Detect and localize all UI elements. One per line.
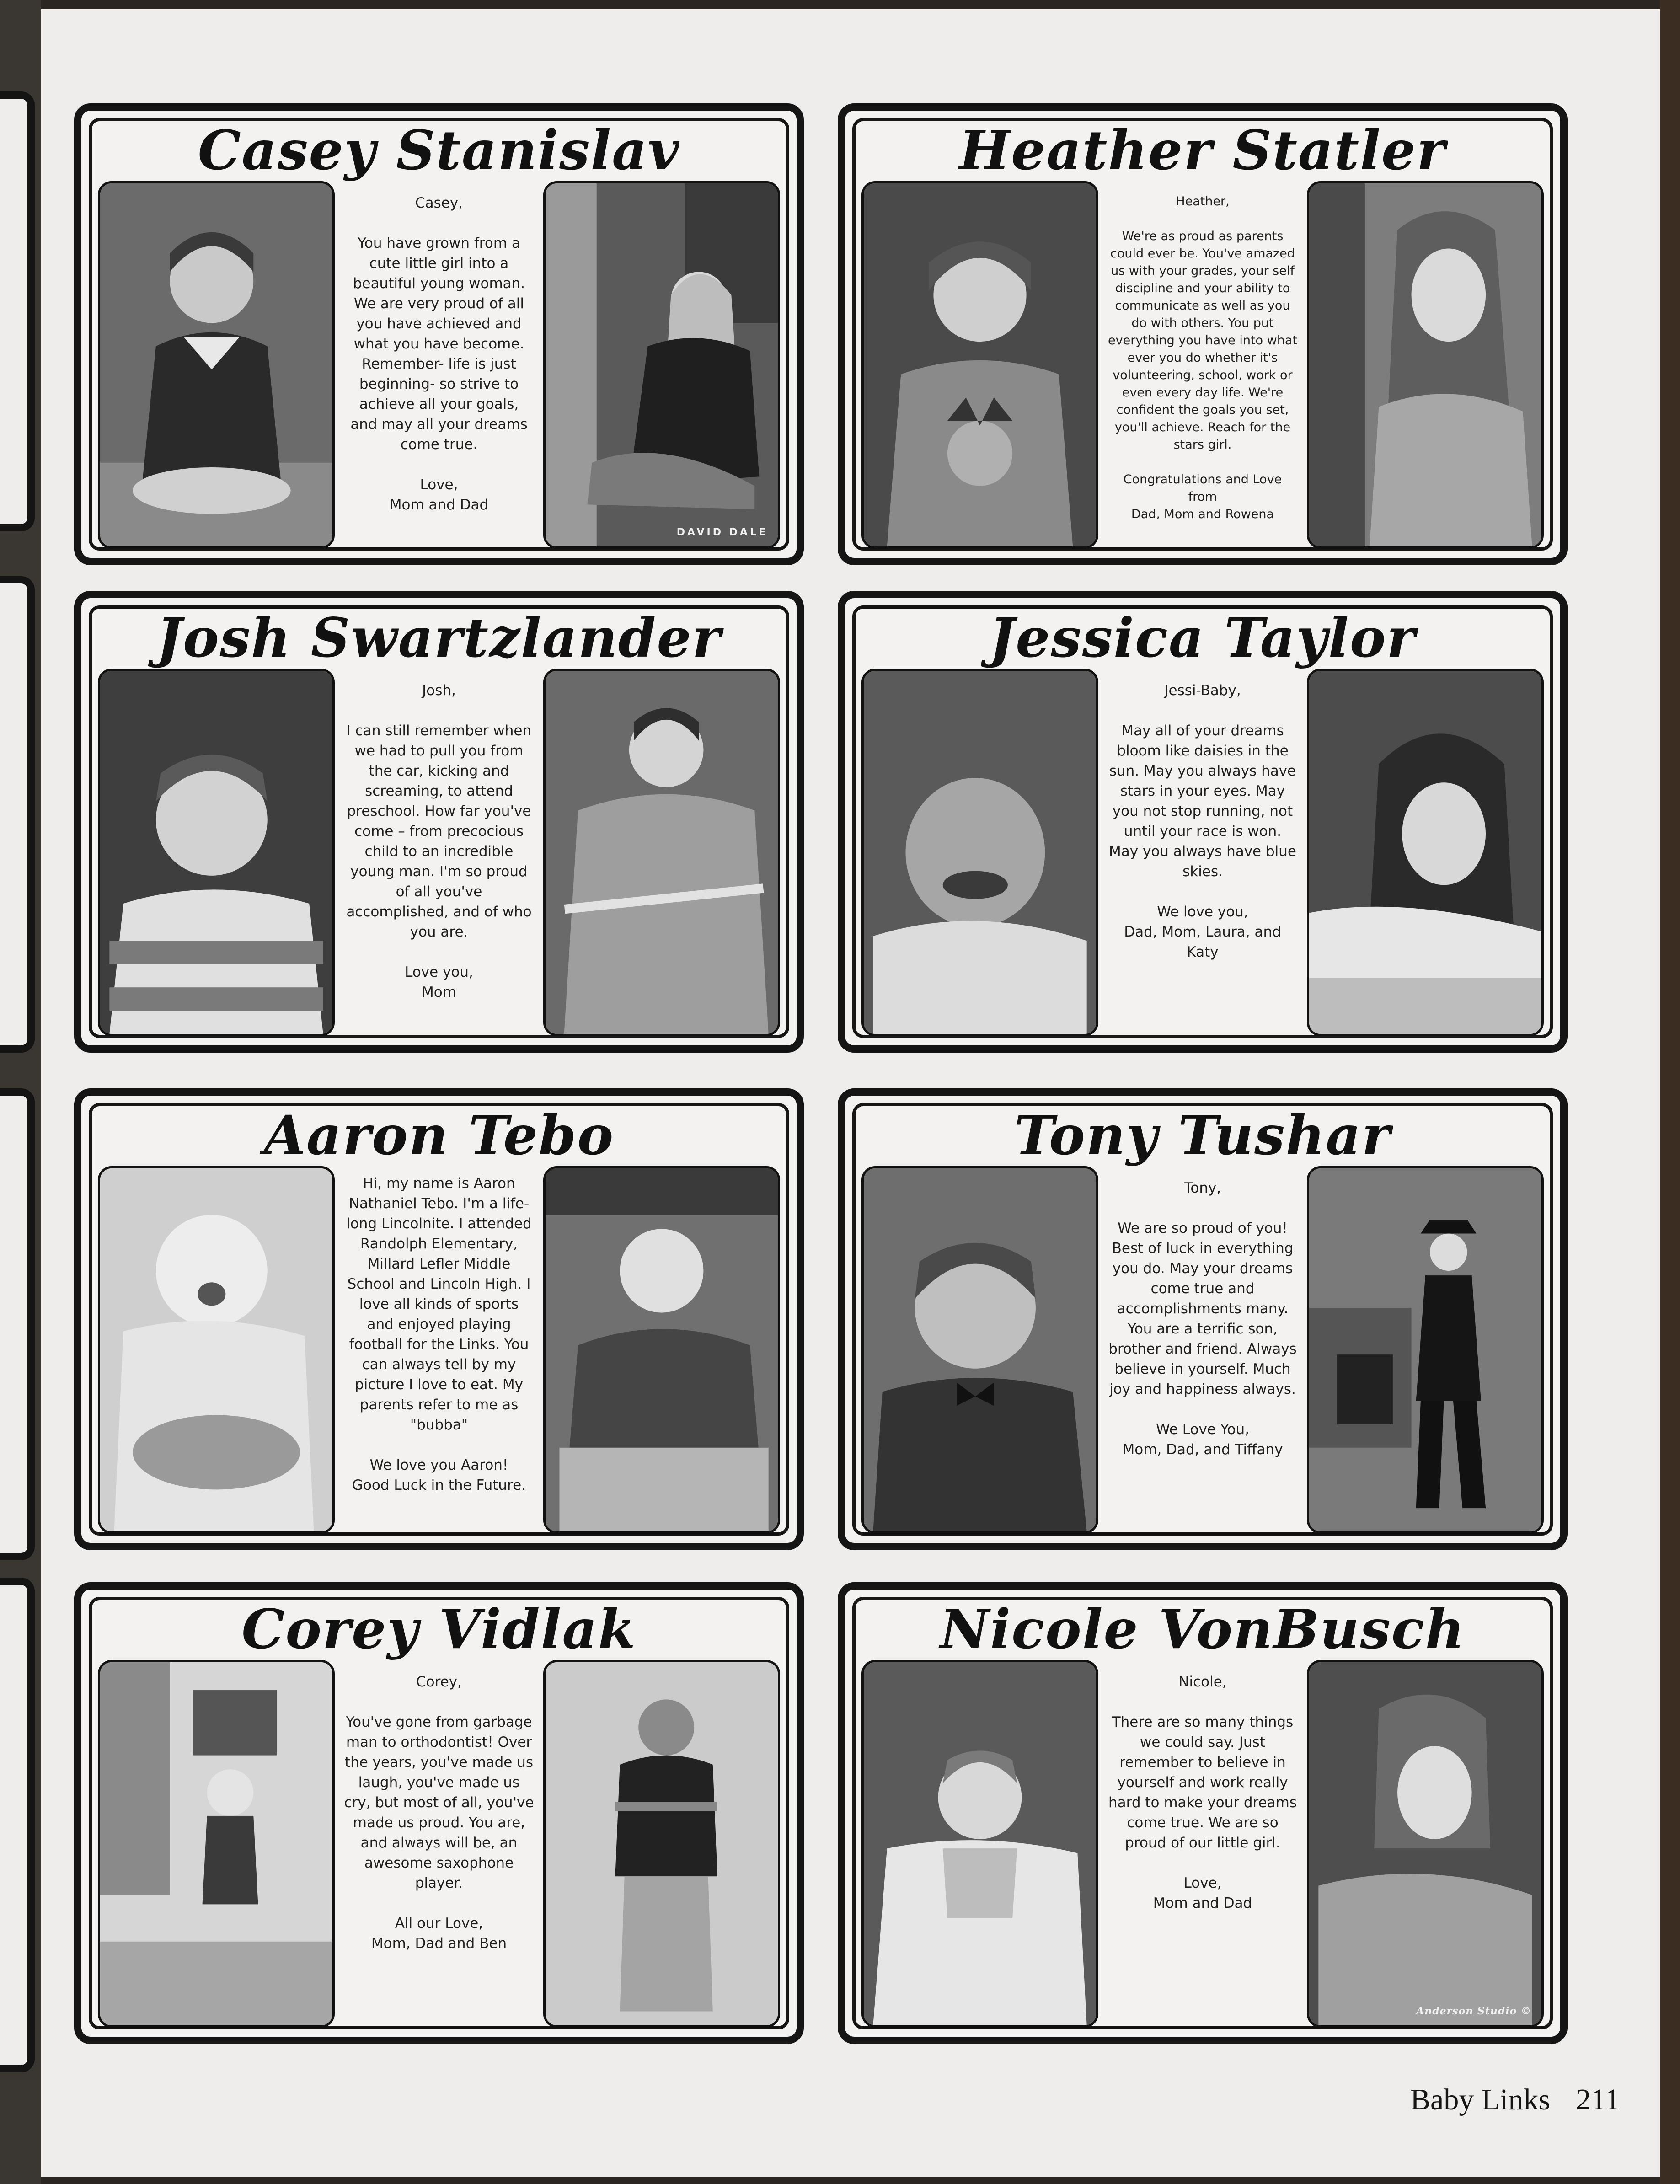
senior-photo xyxy=(1307,181,1544,549)
message-signature: Mom xyxy=(422,984,456,1001)
message-greeting: Tony, xyxy=(1184,1180,1221,1196)
senior-tribute-card xyxy=(838,1088,1568,1550)
message-body: Hi, my name is Aaron Nathaniel Tebo. I'm a life-long Lincolnite. I attended Randolph Elementary, Millard Lefler Middle School and Lincoln High. I love all kinds of sports and enjoyed playing football for the Links. You can always tell by my picture I love to eat. My parents refer to me as "bubba" xyxy=(346,1175,532,1433)
student-name: Casey Stanislav xyxy=(198,118,680,182)
student-name: Corey Vidlak xyxy=(241,1597,637,1661)
child-photo xyxy=(98,1660,335,2028)
message-closing: Love you, xyxy=(405,964,473,980)
child-photo xyxy=(98,181,335,549)
student-name: Tony Tushar xyxy=(1014,1103,1391,1167)
parent-message xyxy=(344,680,534,1027)
message-greeting: Jessi-Baby, xyxy=(1164,682,1241,699)
child-photo xyxy=(861,1660,1098,2028)
message-greeting: Nicole, xyxy=(1178,1674,1227,1690)
student-name: Josh Swartzlander xyxy=(156,606,722,669)
parent-message xyxy=(344,193,534,540)
student-name: Heather Statler xyxy=(959,118,1446,182)
student-name: Jessica Taylor xyxy=(989,606,1416,669)
message-signature: Mom, Dad and Ben xyxy=(371,1935,507,1952)
message-body: You have grown from a cute little girl into a beautiful young woman. We are very proud of all you have achieved and what you have become. Remember- life is just beginning- so strive to achieve all your goals, and may all your dreams come true. xyxy=(350,235,528,453)
message-signature: Mom and Dad xyxy=(1153,1895,1252,1911)
message-signature: Dad, Mom and Rowena xyxy=(1131,507,1274,521)
senior-photo xyxy=(543,669,780,1036)
senior-photo xyxy=(1307,669,1544,1036)
senior-tribute-card xyxy=(838,591,1568,1053)
message-greeting: Casey, xyxy=(415,195,463,211)
message-closing: Congratulations and Love from xyxy=(1123,472,1282,504)
message-closing: We love you Aaron! xyxy=(369,1457,508,1473)
adjacent-page-frame xyxy=(0,576,35,1053)
message-signature: Mom, Dad, and Tiffany xyxy=(1122,1441,1283,1458)
senior-tribute-card xyxy=(838,1582,1568,2044)
parent-message xyxy=(1108,680,1298,1027)
child-photo xyxy=(98,1166,335,1534)
message-body: We're as proud as parents could ever be. You've amazed us with your grades, your self discipline and your ability to communicate as well as you do with others. You put everything you have into what ever you do whether it's volunteering, school, work or even every day life. We're confident the goals you set, you'll achieve. Reach for the stars girl. xyxy=(1108,229,1297,452)
senior-photo xyxy=(543,1166,780,1534)
parent-message xyxy=(1108,1672,1298,2018)
message-signature: Mom and Dad xyxy=(389,497,489,513)
child-photo xyxy=(98,669,335,1036)
photo-credit: DAVID DALE xyxy=(676,527,768,538)
senior-photo xyxy=(543,181,780,549)
parent-message xyxy=(344,1173,534,1525)
message-closing: Love, xyxy=(1183,1875,1222,1891)
parent-message xyxy=(1108,193,1298,540)
message-signature: Dad, Mom, Laura, and Katy xyxy=(1124,924,1281,960)
message-body: May all of your dreams bloom like daisies in the sun. May you always have stars in your eyes. May you not stop running, not until your race is won. May you always have blue skies. xyxy=(1109,723,1296,880)
child-photo xyxy=(861,181,1098,549)
senior-tribute-card xyxy=(74,103,804,565)
message-closing: All our Love, xyxy=(395,1915,483,1932)
student-name: Aaron Tebo xyxy=(263,1103,615,1167)
message-body: There are so many things we could say. Just remember to believe in yourself and work really hard to make your dreams come true. We are so proud of our little girl. xyxy=(1108,1714,1297,1851)
senior-tribute-card xyxy=(74,591,804,1053)
message-body: We are so proud of you! Best of luck in everything you do. May your dreams come true and accomplishments many. You are a terrific son, brother and friend. Always believe in yourself. Much joy and happiness always. xyxy=(1108,1220,1297,1397)
child-photo xyxy=(861,669,1098,1036)
message-closing: We love you, xyxy=(1157,904,1248,920)
message-body: You've gone from garbage man to orthodontist! Over the years, you've made us laugh, you've made us cry, but most of all, you've made us proud. You are, and always will be, an awesome saxophone player. xyxy=(344,1714,534,1891)
senior-photo xyxy=(1307,1660,1544,2028)
message-greeting: Corey, xyxy=(416,1674,462,1690)
message-signature: Good Luck in the Future. xyxy=(352,1477,526,1493)
message-closing: We Love You, xyxy=(1156,1421,1249,1438)
adjacent-page-frame xyxy=(0,1578,35,2072)
message-greeting: Josh, xyxy=(422,682,456,699)
page-footer xyxy=(1410,2082,1620,2117)
adjacent-page-frame xyxy=(0,1088,35,1560)
page-number: 211 xyxy=(1576,2083,1620,2116)
photo-credit: Anderson Studio © xyxy=(1416,2005,1531,2017)
page-right-edge xyxy=(1660,0,1680,2184)
senior-photo xyxy=(1307,1166,1544,1534)
student-name: Nicole VonBusch xyxy=(940,1597,1466,1661)
adjacent-page-frame xyxy=(0,91,35,531)
parent-message xyxy=(1108,1178,1298,1525)
message-body: I can still remember when we had to pull you from the car, kicking and screaming, to attend preschool. How far you've come – from precocious child to an incredible young man. I'm so proud of all you've accomplished, and of who you are. xyxy=(346,723,532,940)
senior-photo xyxy=(543,1660,780,2028)
senior-tribute-card xyxy=(838,103,1568,565)
parent-message xyxy=(344,1672,534,2018)
senior-tribute-card xyxy=(74,1088,804,1550)
senior-tribute-card xyxy=(74,1582,804,2044)
child-photo xyxy=(861,1166,1098,1534)
yearbook-page xyxy=(41,9,1660,2177)
message-closing: Love, xyxy=(420,476,458,493)
section-title: Baby Links xyxy=(1410,2083,1551,2116)
message-greeting: Heather, xyxy=(1176,194,1230,209)
